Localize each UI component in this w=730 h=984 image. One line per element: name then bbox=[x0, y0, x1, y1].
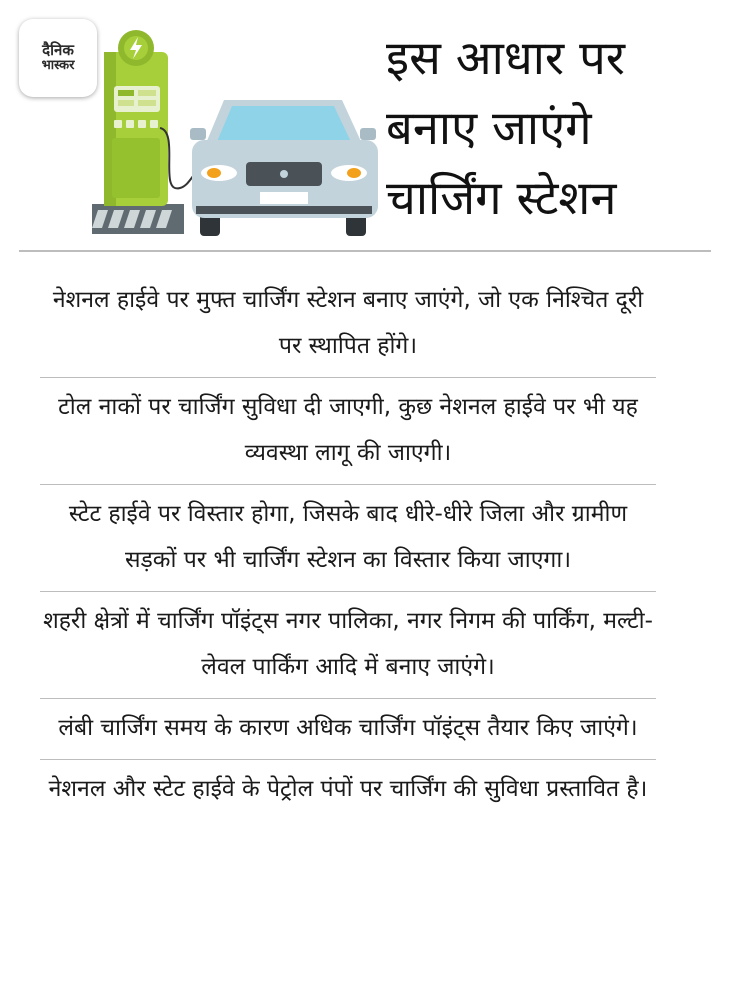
logo-line-1: दैनिक bbox=[42, 41, 74, 60]
point-item: नेशनल हाईवे पर मुफ्त चार्जिंग स्टेशन बनाए जाएंगे, जो एक निश्चित दूरी पर स्थापित होंगे। bbox=[52, 287, 644, 359]
item-divider bbox=[40, 484, 656, 485]
point-item: लंबी चार्जिंग समय के कारण अधिक चार्जिंग पॉइंट्स तैयार किए जाएंगे। bbox=[58, 715, 638, 741]
points-list bbox=[40, 276, 656, 815]
charger-base bbox=[92, 204, 184, 234]
point-item: शहरी क्षेत्रों में चार्जिंग पॉइंट्स नगर पालिका, नगर निगम की पार्किंग, मल्टी-लेवल पार्किंग आदि में बनाए जाएंगे। bbox=[43, 608, 653, 680]
point-item: स्टेट हाईवे पर विस्तार होगा, जिसके बाद धीरे-धीरे जिला और ग्रामीण सड़कों पर भी चार्जिंग स्टेशन का विस्तार किया जाएगा। bbox=[68, 501, 628, 573]
logo-line-2: भास्कर bbox=[41, 58, 75, 74]
item-divider bbox=[40, 377, 656, 378]
point-item: नेशनल और स्टेट हाईवे के पेट्रोल पंपों पर चार्जिंग की सुविधा प्रस्तावित है। bbox=[48, 776, 648, 802]
item-divider bbox=[40, 759, 656, 760]
item-divider bbox=[40, 698, 656, 699]
point-item: टोल नाकों पर चार्जिंग सुविधा दी जाएगी, कुछ नेशनल हाईवे पर भी यह व्यवस्था लागू की जाएगी। bbox=[58, 394, 638, 466]
ev-charging-illustration bbox=[84, 28, 384, 243]
item-divider bbox=[40, 591, 656, 592]
title-line-1: इस आधार पर bbox=[386, 31, 625, 86]
header-divider bbox=[19, 250, 711, 252]
title-line-3: चार्जिंग स्टेशन bbox=[386, 171, 617, 226]
title-line-2: बनाए जाएंगे bbox=[386, 101, 592, 156]
car-icon bbox=[190, 100, 378, 236]
charger-screen bbox=[114, 86, 160, 112]
charger-panel bbox=[112, 138, 160, 198]
page-title bbox=[386, 24, 716, 234]
